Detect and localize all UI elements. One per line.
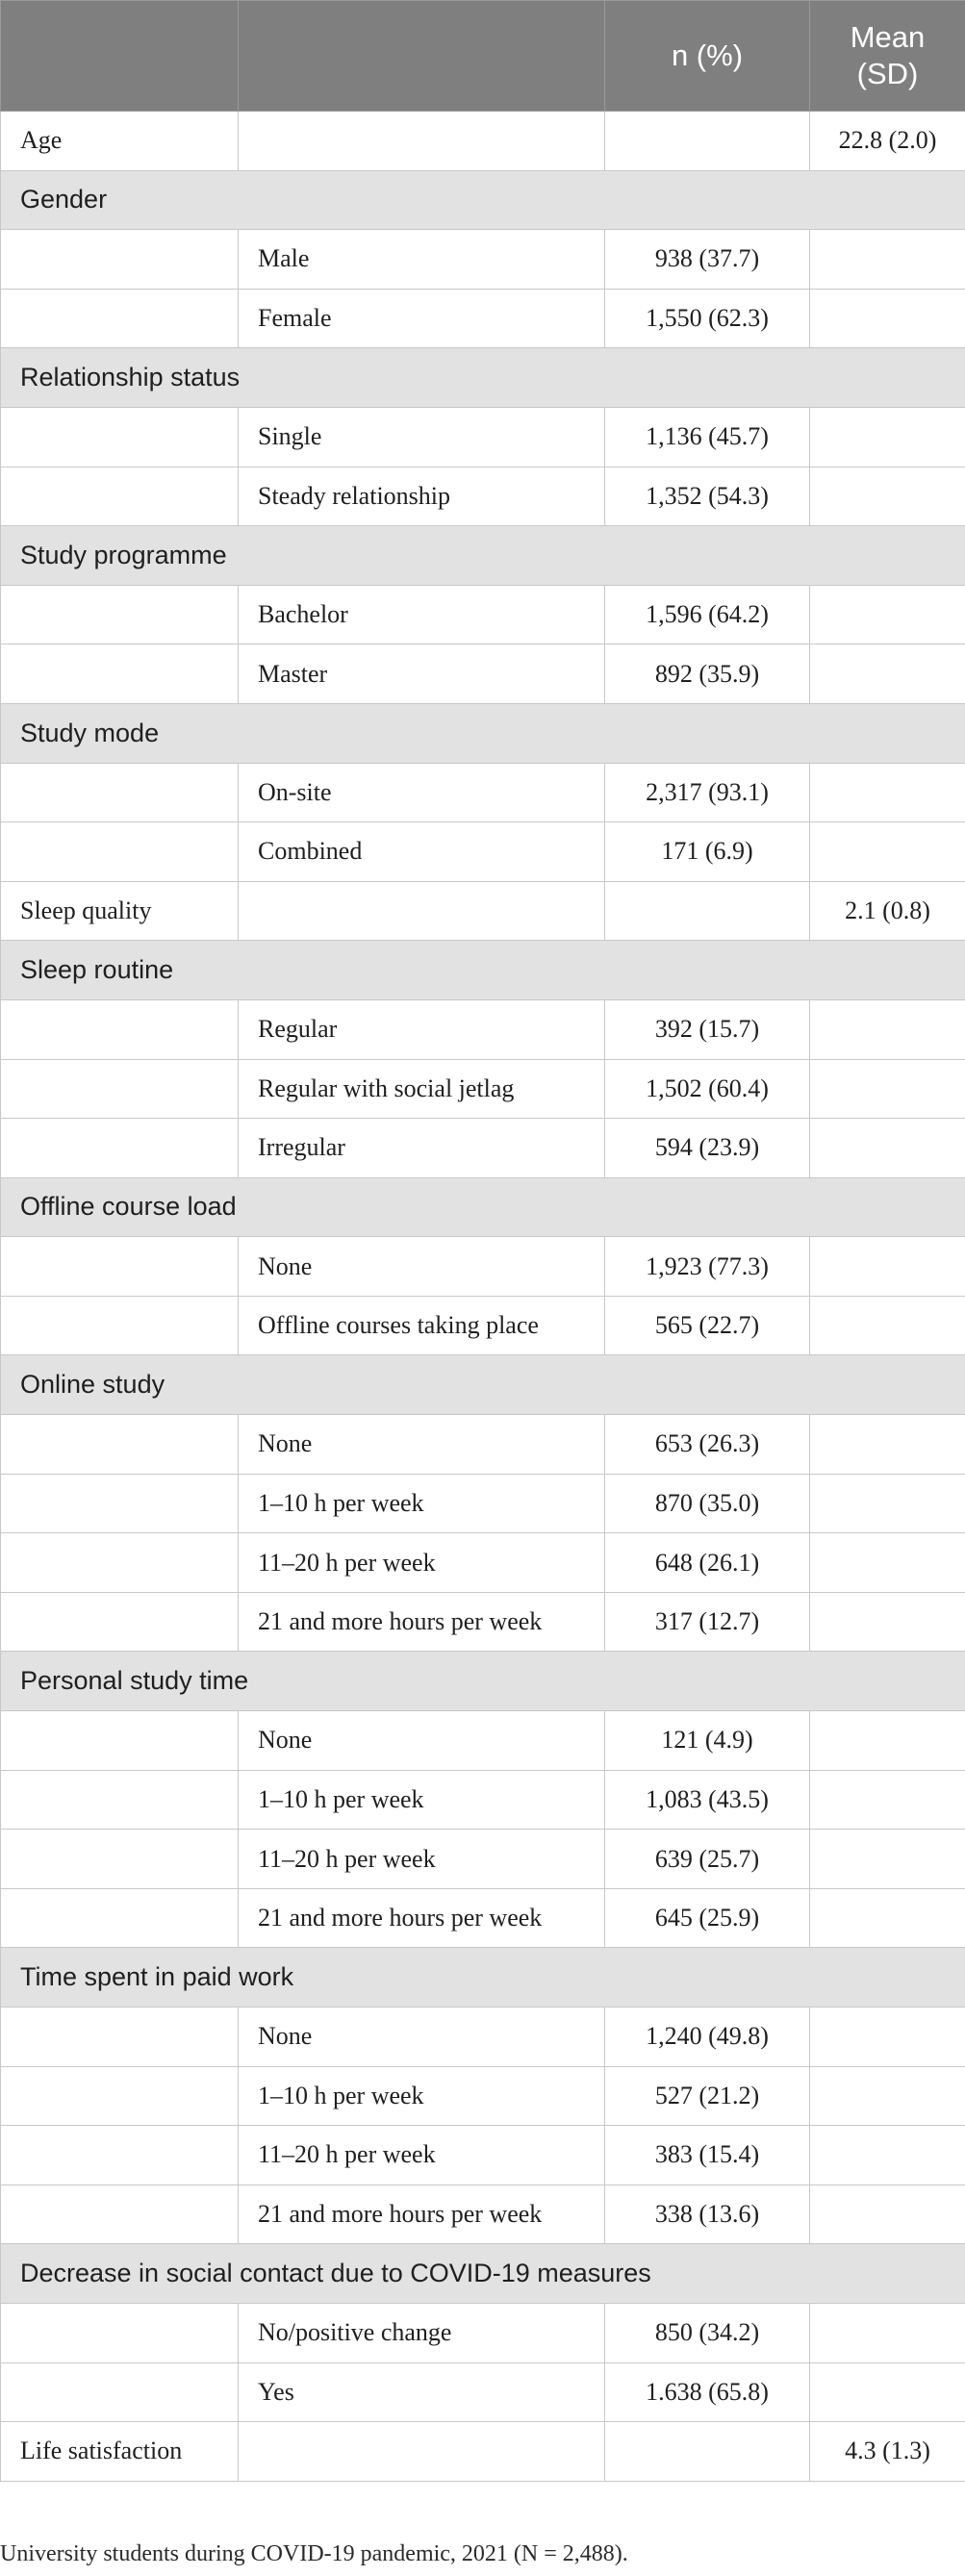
category-cell <box>239 112 605 171</box>
n-percent-cell: 527 (21.2) <box>605 2066 810 2126</box>
header-cell-mean-sd: Mean (SD) <box>810 1 965 112</box>
table-row <box>1 2066 965 2126</box>
variable-cell <box>1 2126 239 2185</box>
table-row <box>1 467 965 526</box>
n-percent-cell: 1,083 (43.5) <box>605 1770 810 1830</box>
section-header-row <box>1 2244 965 2304</box>
header-row <box>1 1 965 112</box>
table-row <box>1 822 965 882</box>
table-row <box>1 1237 965 1297</box>
header-cell-n-percent: n (%) <box>605 1 810 112</box>
variable-cell <box>1 644 239 704</box>
table-row <box>1 1830 965 1889</box>
mean-sd-cell <box>810 1711 965 1771</box>
table-row <box>1 2008 965 2067</box>
category-cell: No/positive change <box>239 2303 605 2362</box>
section-label: Online study <box>1 1355 965 1415</box>
n-percent-cell: 1,240 (49.8) <box>605 2008 810 2067</box>
table-row <box>1 112 965 171</box>
n-percent-cell: 938 (37.7) <box>605 230 810 290</box>
n-percent-cell: 171 (6.9) <box>605 822 810 882</box>
variable-cell <box>1 2303 239 2362</box>
variable-cell: Life satisfaction <box>1 2422 239 2482</box>
variable-cell <box>1 1830 239 1889</box>
variable-cell <box>1 1474 239 1533</box>
category-cell: Yes <box>239 2362 605 2422</box>
table-row <box>1 763 965 822</box>
n-percent-cell: 2,317 (93.1) <box>605 763 810 822</box>
header-cell-category <box>239 1 605 112</box>
variable-cell: Age <box>1 112 239 171</box>
category-cell: Regular <box>239 999 605 1059</box>
mean-sd-cell: 4.3 (1.3) <box>810 2422 965 2482</box>
n-percent-cell: 639 (25.7) <box>605 1830 810 1889</box>
variable-cell <box>1 763 239 822</box>
n-percent-cell: 645 (25.9) <box>605 1888 810 1948</box>
section-label: Sleep routine <box>1 941 965 1000</box>
variable-cell <box>1 289 239 348</box>
mean-sd-cell <box>810 230 965 290</box>
section-label: Personal study time <box>1 1652 965 1711</box>
n-percent-cell: 1,502 (60.4) <box>605 1059 810 1119</box>
section-header-row <box>1 170 965 230</box>
variable-cell <box>1 467 239 526</box>
category-cell: 11–20 h per week <box>239 1533 605 1593</box>
mean-sd-cell <box>810 585 965 644</box>
variable-cell <box>1 1059 239 1119</box>
mean-sd-cell <box>810 1830 965 1889</box>
mean-sd-cell <box>810 1119 965 1178</box>
mean-sd-cell <box>810 1770 965 1830</box>
category-cell: 11–20 h per week <box>239 1830 605 1889</box>
category-cell: Female <box>239 289 605 348</box>
table-row <box>1 881 965 941</box>
n-percent-cell: 1,136 (45.7) <box>605 407 810 467</box>
section-label: Study mode <box>1 703 965 763</box>
mean-sd-cell: 22.8 (2.0) <box>810 112 965 171</box>
category-cell: 1–10 h per week <box>239 1770 605 1830</box>
mean-sd-cell <box>810 763 965 822</box>
table-row <box>1 230 965 290</box>
table-row <box>1 2422 965 2482</box>
category-cell: 21 and more hours per week <box>239 1592 605 1652</box>
table-row <box>1 1770 965 1830</box>
section-header-row <box>1 703 965 763</box>
mean-sd-cell <box>810 2303 965 2362</box>
n-percent-cell: 653 (26.3) <box>605 1415 810 1475</box>
mean-sd-cell: 2.1 (0.8) <box>810 881 965 941</box>
section-header-row <box>1 1652 965 1711</box>
mean-sd-cell <box>810 407 965 467</box>
category-cell: Steady relationship <box>239 467 605 526</box>
table-row <box>1 2362 965 2422</box>
mean-sd-cell <box>810 2362 965 2422</box>
n-percent-cell: 1,352 (54.3) <box>605 467 810 526</box>
mean-sd-cell <box>810 467 965 526</box>
mean-sd-cell <box>810 822 965 882</box>
section-header-row <box>1 1355 965 1415</box>
category-cell: 1–10 h per week <box>239 1474 605 1533</box>
n-percent-cell: 1,550 (62.3) <box>605 289 810 348</box>
table-row <box>1 1474 965 1533</box>
mean-sd-cell <box>810 2126 965 2185</box>
category-cell: 21 and more hours per week <box>239 2185 605 2244</box>
mean-sd-cell <box>810 1888 965 1948</box>
variable-cell <box>1 1770 239 1830</box>
category-cell <box>239 881 605 941</box>
category-cell: 1–10 h per week <box>239 2066 605 2126</box>
section-header-row <box>1 348 965 408</box>
table-row <box>1 1059 965 1119</box>
variable-cell <box>1 1119 239 1178</box>
mean-sd-cell <box>810 1592 965 1652</box>
category-cell: None <box>239 1711 605 1771</box>
mean-sd-cell <box>810 1415 965 1475</box>
category-cell: Male <box>239 230 605 290</box>
table-body <box>1 112 965 2482</box>
section-label: Time spent in paid work <box>1 1948 965 2008</box>
variable-cell <box>1 822 239 882</box>
table-footnote: University students during COVID-19 pandemic, 2021 (N = 2,488). <box>0 2541 628 2566</box>
category-cell: On-site <box>239 763 605 822</box>
table-row <box>1 644 965 704</box>
table-row <box>1 1119 965 1178</box>
section-header-row <box>1 1948 965 2008</box>
n-percent-cell: 383 (15.4) <box>605 2126 810 2185</box>
category-cell: Master <box>239 644 605 704</box>
mean-sd-cell <box>810 2066 965 2126</box>
table-row <box>1 407 965 467</box>
n-percent-cell: 850 (34.2) <box>605 2303 810 2362</box>
category-cell: 21 and more hours per week <box>239 1888 605 1948</box>
variable-cell <box>1 1533 239 1593</box>
n-percent-cell: 392 (15.7) <box>605 999 810 1059</box>
table-row <box>1 1592 965 1652</box>
category-cell: Irregular <box>239 1119 605 1178</box>
category-cell: 11–20 h per week <box>239 2126 605 2185</box>
n-percent-cell: 1,923 (77.3) <box>605 1237 810 1297</box>
variable-cell <box>1 1592 239 1652</box>
variable-cell <box>1 407 239 467</box>
n-percent-cell <box>605 881 810 941</box>
variable-cell <box>1 1888 239 1948</box>
table-row <box>1 1415 965 1475</box>
variable-cell <box>1 230 239 290</box>
table-row <box>1 2126 965 2185</box>
mean-sd-cell <box>810 1474 965 1533</box>
n-percent-cell: 565 (22.7) <box>605 1296 810 1355</box>
section-label: Offline course load <box>1 1177 965 1237</box>
n-percent-cell: 1.638 (65.8) <box>605 2362 810 2422</box>
n-percent-cell: 892 (35.9) <box>605 644 810 704</box>
header-cell-variable <box>1 1 239 112</box>
variable-cell <box>1 2362 239 2422</box>
mean-sd-cell <box>810 644 965 704</box>
n-percent-cell: 1,596 (64.2) <box>605 585 810 644</box>
category-cell: None <box>239 1415 605 1475</box>
mean-sd-cell <box>810 999 965 1059</box>
variable-cell <box>1 1237 239 1297</box>
mean-sd-cell <box>810 1533 965 1593</box>
category-cell: Single <box>239 407 605 467</box>
n-percent-cell: 648 (26.1) <box>605 1533 810 1593</box>
category-cell: None <box>239 2008 605 2067</box>
section-label: Relationship status <box>1 348 965 408</box>
n-percent-cell <box>605 112 810 171</box>
section-header-row <box>1 941 965 1000</box>
table-row <box>1 2303 965 2362</box>
n-percent-cell: 121 (4.9) <box>605 1711 810 1771</box>
section-header-row <box>1 1177 965 1237</box>
variable-cell <box>1 1415 239 1475</box>
category-cell: Regular with social jetlag <box>239 1059 605 1119</box>
variable-cell <box>1 2066 239 2126</box>
variable-cell <box>1 1296 239 1355</box>
category-cell: None <box>239 1237 605 1297</box>
section-header-row <box>1 526 965 586</box>
table-row <box>1 999 965 1059</box>
variable-cell <box>1 999 239 1059</box>
section-label: Gender <box>1 170 965 230</box>
n-percent-cell: 870 (35.0) <box>605 1474 810 1533</box>
category-cell: Offline courses taking place <box>239 1296 605 1355</box>
table-row <box>1 1296 965 1355</box>
n-percent-cell: 338 (13.6) <box>605 2185 810 2244</box>
table-row <box>1 1711 965 1771</box>
variable-cell: Sleep quality <box>1 881 239 941</box>
variable-cell <box>1 1711 239 1771</box>
table-row <box>1 1888 965 1948</box>
variable-cell <box>1 585 239 644</box>
n-percent-cell <box>605 2422 810 2482</box>
section-label: Decrease in social contact due to COVID-19 measures <box>1 2244 965 2304</box>
table-row <box>1 1533 965 1593</box>
mean-sd-cell <box>810 289 965 348</box>
variable-cell <box>1 2185 239 2244</box>
table-row <box>1 289 965 348</box>
category-cell: Combined <box>239 822 605 882</box>
mean-sd-cell <box>810 1237 965 1297</box>
mean-sd-cell <box>810 1059 965 1119</box>
mean-sd-cell <box>810 2185 965 2244</box>
category-cell <box>239 2422 605 2482</box>
table-row <box>1 585 965 644</box>
mean-sd-cell <box>810 2008 965 2067</box>
n-percent-cell: 594 (23.9) <box>605 1119 810 1178</box>
mean-sd-cell <box>810 1296 965 1355</box>
category-cell: Bachelor <box>239 585 605 644</box>
variable-cell <box>1 2008 239 2067</box>
section-label: Study programme <box>1 526 965 586</box>
table-row <box>1 2185 965 2244</box>
n-percent-cell: 317 (12.7) <box>605 1592 810 1652</box>
